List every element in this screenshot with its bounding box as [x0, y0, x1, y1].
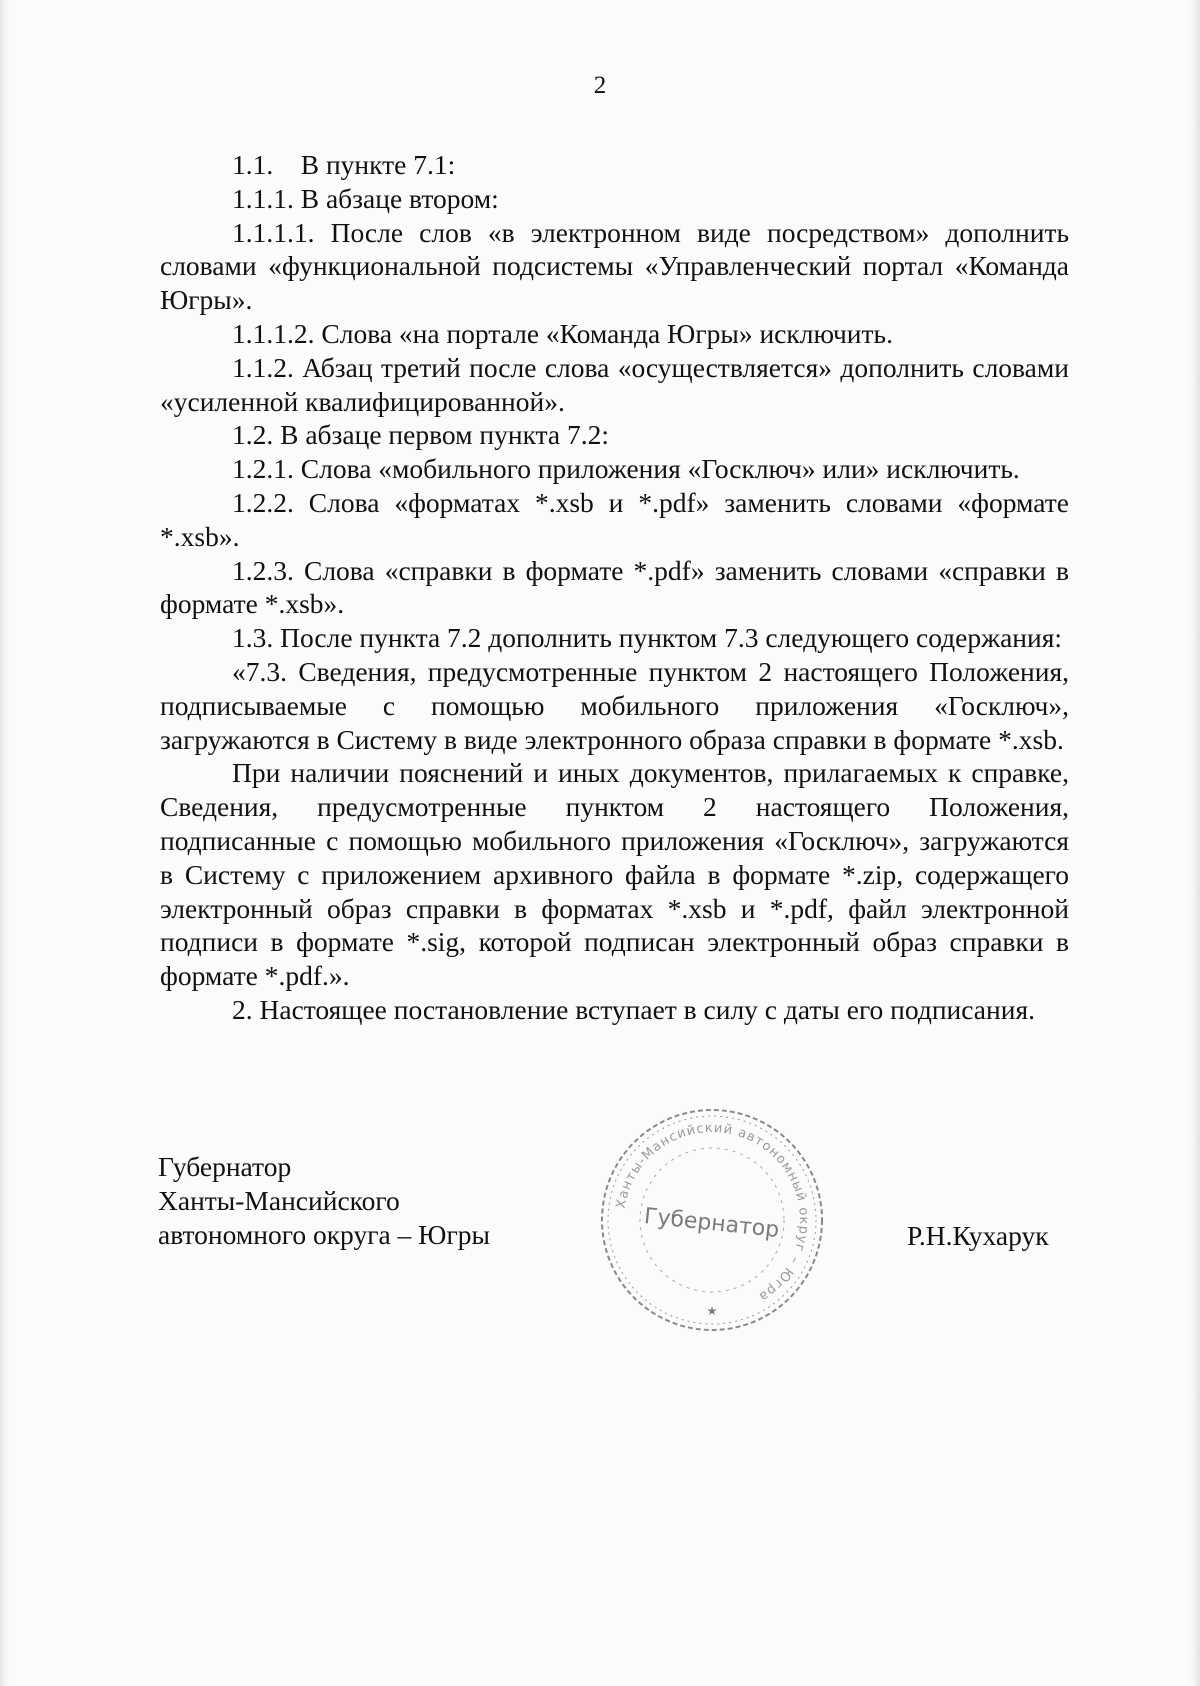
- paragraph-1-2-2: 1.2.2. Слова «форматах *.xsb и *.pdf» заменить словами «формате *.xsb».: [160, 486, 1069, 552]
- signatory-title-line: автономного округа – Югры: [158, 1219, 490, 1250]
- signatory-title-line: Ханты-Мансийского: [158, 1185, 400, 1216]
- paragraph-1-2-3: 1.2.3. Слова «справки в формате *.pdf» заменить словами «справки в формате *.xsb».: [160, 554, 1069, 620]
- paragraph-1-1-1: 1.1.1. В абзаце втором:: [232, 182, 499, 214]
- document-body: [160, 148, 1069, 1027]
- paragraph-1-1-2: 1.1.2. Абзац третий после слова «осуществляется» дополнить словами «усиленной квалифицированной».: [160, 351, 1069, 417]
- paragraph-7-3: «7.3. Сведения, предусмотренные пунктом 2 настоящего Положения, подписываемые с помощью мобильного приложения «Госключ», загружаются в Систему в виде электронного образа справки в формате *.xsb.: [160, 655, 1069, 755]
- paragraph-1-1-1-1: 1.1.1.1. После слов «в электронном виде посредством» дополнить словами «функциональной подсистемы «Управленческий портал «Команда Югры».: [160, 216, 1069, 316]
- seal-center-text: Губернатор: [642, 1203, 781, 1243]
- paragraph-1-2: 1.2. В абзаце первом пункта 7.2:: [232, 419, 610, 451]
- signatory-title: [158, 1150, 490, 1252]
- official-seal: [592, 1100, 832, 1340]
- scan-edge-right: [1188, 0, 1200, 1686]
- paragraph-1-3: 1.3. После пункта 7.2 дополнить пунктом 7.3 следующего содержания:: [232, 622, 1063, 654]
- scan-edge-left: [0, 0, 10, 1686]
- paragraph-7-3-continued: При наличии пояснений и иных документов, прилагаемых к справке, Сведения, предусмотренные пунктом 2 настоящего Положения, подписанные с помощью мобильного приложения «Госключ», загружаются в Систему с приложением архивного файла в формате *.zip, содержащего электронный образ справки в форматах *.xsb и *.pdf, файл электронной подписи в формате *.sig, которой подписан электронный образ справки в формате *.pdf.».: [160, 757, 1069, 992]
- signatory-name: Р.Н.Кухарук: [907, 1220, 1049, 1251]
- paragraph-1-2-1: 1.2.1. Слова «мобильного приложения «Госключ» или» исключить.: [232, 453, 1020, 485]
- paragraph-1-1-1-2: 1.1.1.2. Слова «на портале «Команда Югры» исключить.: [232, 317, 893, 349]
- seal-ring-text: Ханты-Мансийский автономный округ – Югра: [613, 1120, 812, 1305]
- page-number: 2: [593, 72, 607, 99]
- seal-star-icon: ★: [706, 1304, 718, 1318]
- signatory-title-line: Губернатор: [158, 1151, 292, 1182]
- paragraph-2: 2. Настоящее постановление вступает в силу с даты его подписания.: [232, 993, 1035, 1025]
- paragraph-1-1: 1.1. В пункте 7.1:: [232, 149, 456, 180]
